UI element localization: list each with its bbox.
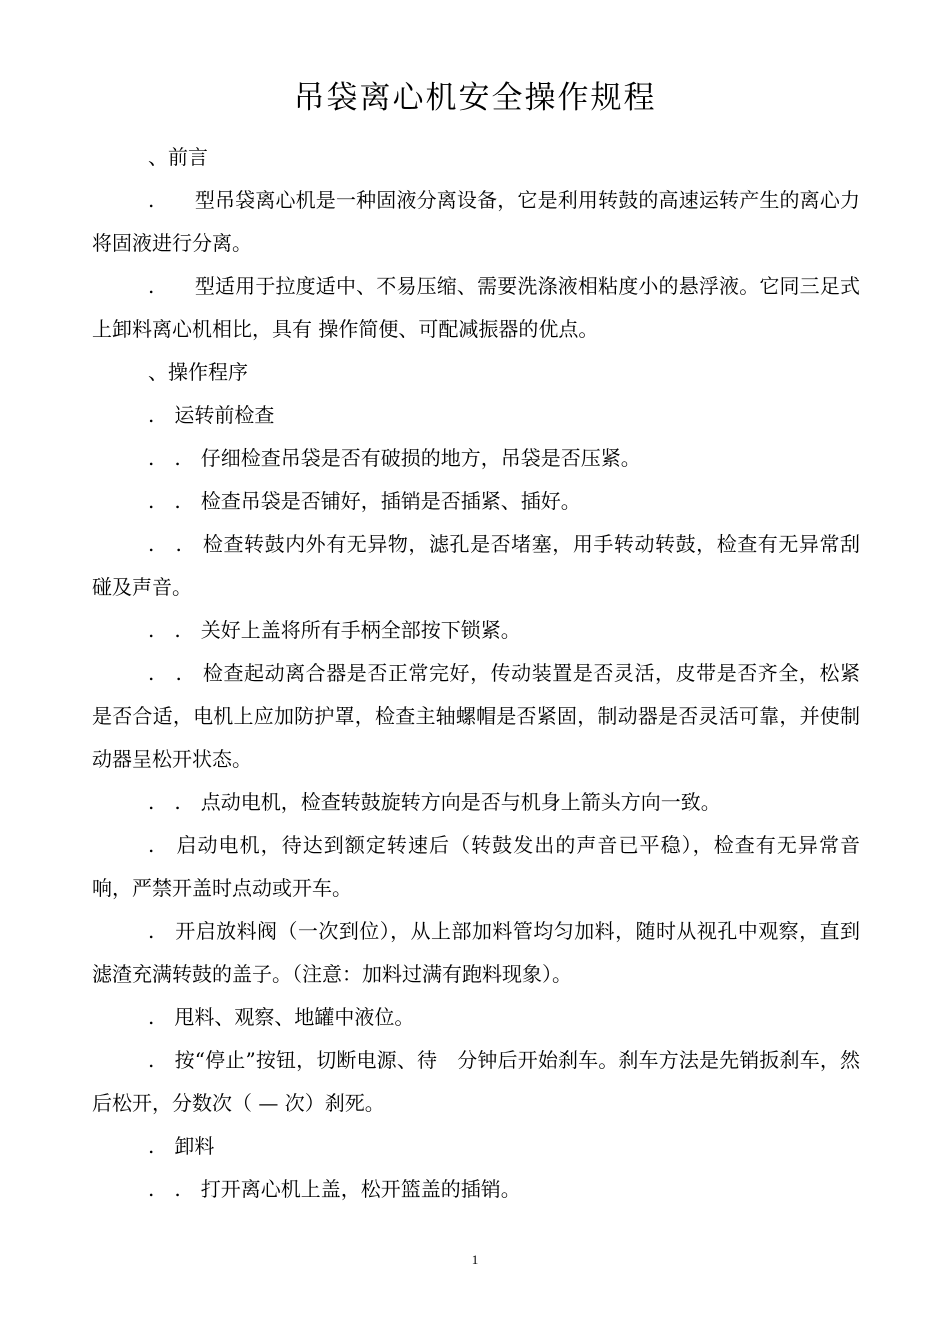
paragraph: . 启动电机，待达到额定转速后（转鼓发出的声音已平稳），检查有无异常音响，严禁开盖时点动或开车。 (92, 833, 860, 900)
paragraph: . 开启放料阀（一次到位），从上部加料管均匀加料，随时从视孔中观察，直到滤渣充满转鼓的盖子。（注意：加料过满有跑料现象）。 (92, 919, 860, 986)
paragraph: . 甩料、观察、地罐中液位。 (148, 1005, 415, 1029)
subsection-heading: . 运转前检查 (148, 403, 275, 427)
section-heading-procedure: 、操作程序 (148, 360, 248, 384)
paragraph: . . 仔细检查吊袋是否有破损的地方，吊袋是否压紧。 (148, 446, 641, 470)
paragraph: . 型吊袋离心机是一种固液分离设备，它是利用转鼓的高速运转产生的离心力将固液进行分离。 (92, 188, 860, 255)
paragraph: . . 检查吊袋是否铺好，插销是否插紧、插好。 (148, 489, 581, 513)
page-number: 1 (471, 1252, 479, 1267)
document-body (92, 136, 860, 1211)
paragraph: . 型适用于拉度适中、不易压缩、需要洗涤液相粘度小的悬浮液。它同三足式上卸料离心机相比，具有 操作简便、可配减振器的优点。 (92, 274, 860, 341)
section-heading-preface: 、前言 (148, 145, 208, 169)
subsection-heading: . 卸料 (148, 1134, 215, 1158)
page-title: 吊袋离心机安全操作规程 (293, 80, 657, 116)
paragraph: . . 关好上盖将所有手柄全部按下锁紧。 (148, 618, 521, 642)
paragraph: . . 检查起动离合器是否正常完好，传动装置是否灵活，皮带是否齐全，松紧是否合适，电机上应加防护罩，检查主轴螺帽是否紧固，制动器是否灵活可靠，并使制动器呈松开状态。 (92, 661, 860, 771)
paragraph: . . 点动电机，检查转鼓旋转方向是否与机身上箭头方向一致。 (148, 790, 721, 814)
paragraph: . . 打开离心机上盖，松开篮盖的插销。 (148, 1177, 521, 1201)
paragraph: . 按“停止”按钮，切断电源、待 分钟后开始刹车。刹车方法是先销扳刹车，然后松开，分数次（ — 次）刹死。 (92, 1048, 860, 1115)
paragraph: . . 检查转鼓内外有无异物，滤孔是否堵塞，用手转动转鼓，检查有无异常刮碰及声音。 (92, 532, 860, 599)
